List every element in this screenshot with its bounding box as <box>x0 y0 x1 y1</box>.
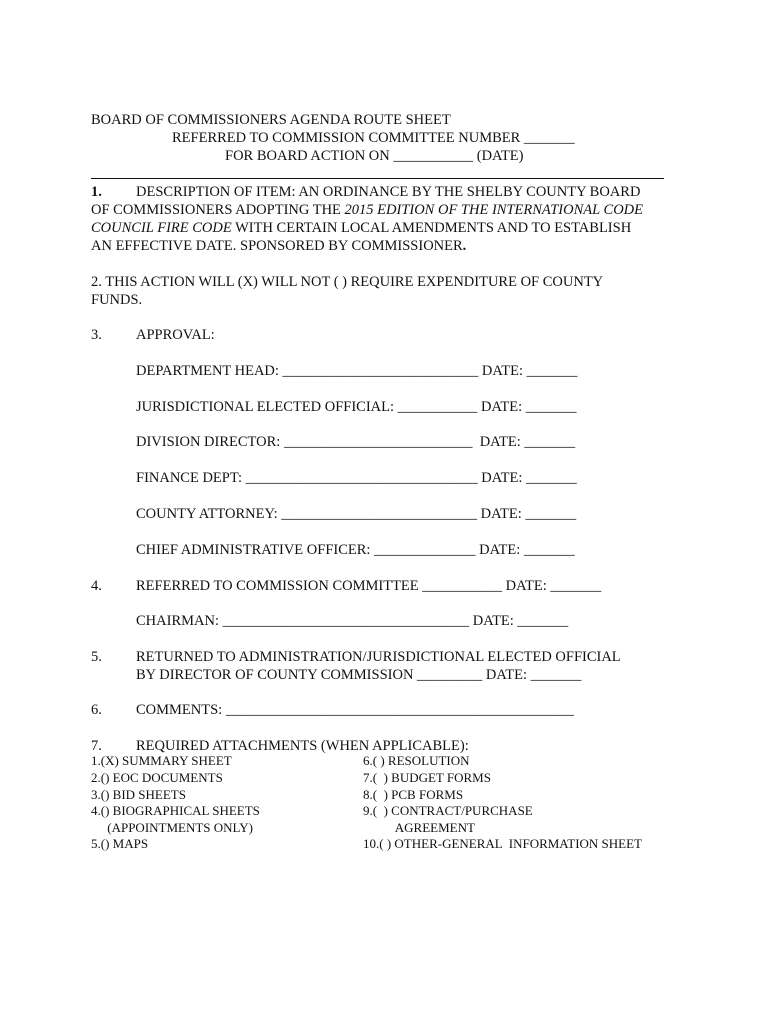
item-4-number: 4. <box>91 578 102 594</box>
item-7-number: 7. <box>91 738 102 754</box>
item-1-description-line4 <box>91 237 466 255</box>
attachment-bid-sheets: 3.() BID SHEETS <box>91 787 186 802</box>
attachment-summary-sheet: 1.(X) SUMMARY SHEET <box>91 753 232 768</box>
board-action-date-line: FOR BOARD ACTION ON ___________ (DATE) <box>225 148 524 164</box>
item-1-number: 1. <box>91 184 102 200</box>
item-1-sponsor: AN EFFECTIVE DATE. SPONSORED BY COMMISSIONER <box>91 238 463 254</box>
approval-row-elected-official: JURISDICTIONAL ELECTED OFFICIAL: ___________ DATE: _______ <box>136 399 577 415</box>
item-5-number: 5. <box>91 649 102 665</box>
approval-row-department-head: DEPARTMENT HEAD: ___________________________ DATE: _______ <box>136 363 578 379</box>
item-3-number: 3. <box>91 327 102 343</box>
item-3-approval-label: APPROVAL: <box>136 327 215 343</box>
item-2-expenditure-line1: 2. THIS ACTION WILL (X) WILL NOT ( ) REQUIRE EXPENDITURE OF COUNTY <box>91 274 604 290</box>
header-divider <box>91 178 664 179</box>
attachment-budget-forms: 7.( ) BUDGET FORMS <box>363 770 491 785</box>
item-1-period: . <box>462 238 467 254</box>
approval-row-cao: CHIEF ADMINISTRATIVE OFFICER: ______________ DATE: _______ <box>136 542 575 558</box>
item-5-returned-line1: RETURNED TO ADMINISTRATION/JURISDICTIONAL ELECTED OFFICIAL <box>136 649 621 665</box>
item-1-description-line3 <box>91 219 631 237</box>
item-7-attachments-label: REQUIRED ATTACHMENTS (WHEN APPLICABLE): <box>136 738 469 754</box>
attachment-contract-purchase: 9.( ) CONTRACT/PURCHASE <box>363 803 533 818</box>
attachment-resolution: 6.( ) RESOLUTION <box>363 753 470 768</box>
approval-row-finance-dept: FINANCE DEPT: ________________________________ DATE: _______ <box>136 470 577 486</box>
item-2-expenditure-line2: FUNDS. <box>91 292 143 308</box>
attachment-maps: 5.() MAPS <box>91 836 149 851</box>
approval-row-county-attorney: COUNTY ATTORNEY: ___________________________ DATE: _______ <box>136 506 577 522</box>
item-6-number: 6. <box>91 702 102 718</box>
item-4-chairman-line: CHAIRMAN: __________________________________ DATE: _______ <box>136 613 569 629</box>
attachment-pcb-forms: 8.( ) PCB FORMS <box>363 787 464 802</box>
item-4-committee-line: REFERRED TO COMMISSION COMMITTEE ___________ DATE: _______ <box>136 578 602 594</box>
item-1-description-line1: DESCRIPTION OF ITEM: AN ORDINANCE BY THE SHELBY COUNTY BOARD <box>136 184 641 200</box>
form-title: BOARD OF COMMISSIONERS AGENDA ROUTE SHEET <box>91 112 451 128</box>
approval-row-division-director: DIVISION DIRECTOR: __________________________ DATE: _______ <box>136 434 576 450</box>
item-1-description-line2 <box>91 201 643 219</box>
attachment-agreement: AGREEMENT <box>363 820 475 835</box>
item-1-text-cont: WITH CERTAIN LOCAL AMENDMENTS AND TO ESTABLISH <box>231 220 632 236</box>
attachment-biographical-sheets: 4.() BIOGRAPHICAL SHEETS <box>91 803 260 818</box>
attachment-appointments-only: (APPOINTMENTS ONLY) <box>91 820 253 835</box>
item-6-comments-line: COMMENTS: ________________________________________________ <box>136 702 574 718</box>
item-1-text: OF COMMISSIONERS ADOPTING THE <box>91 202 345 218</box>
attachment-other-general: 10.( ) OTHER-GENERAL INFORMATION SHEET <box>363 836 642 851</box>
item-1-code-title-cont: COUNCIL FIRE CODE <box>91 220 232 236</box>
item-1-code-title: 2015 EDITION OF THE INTERNATIONAL CODE <box>344 202 644 218</box>
committee-number-line: REFERRED TO COMMISSION COMMITTEE NUMBER _______ <box>172 130 575 146</box>
item-5-returned-line2: BY DIRECTOR OF COUNTY COMMISSION _________ DATE: _______ <box>136 667 582 683</box>
attachment-eoc-documents: 2.() EOC DOCUMENTS <box>91 770 223 785</box>
